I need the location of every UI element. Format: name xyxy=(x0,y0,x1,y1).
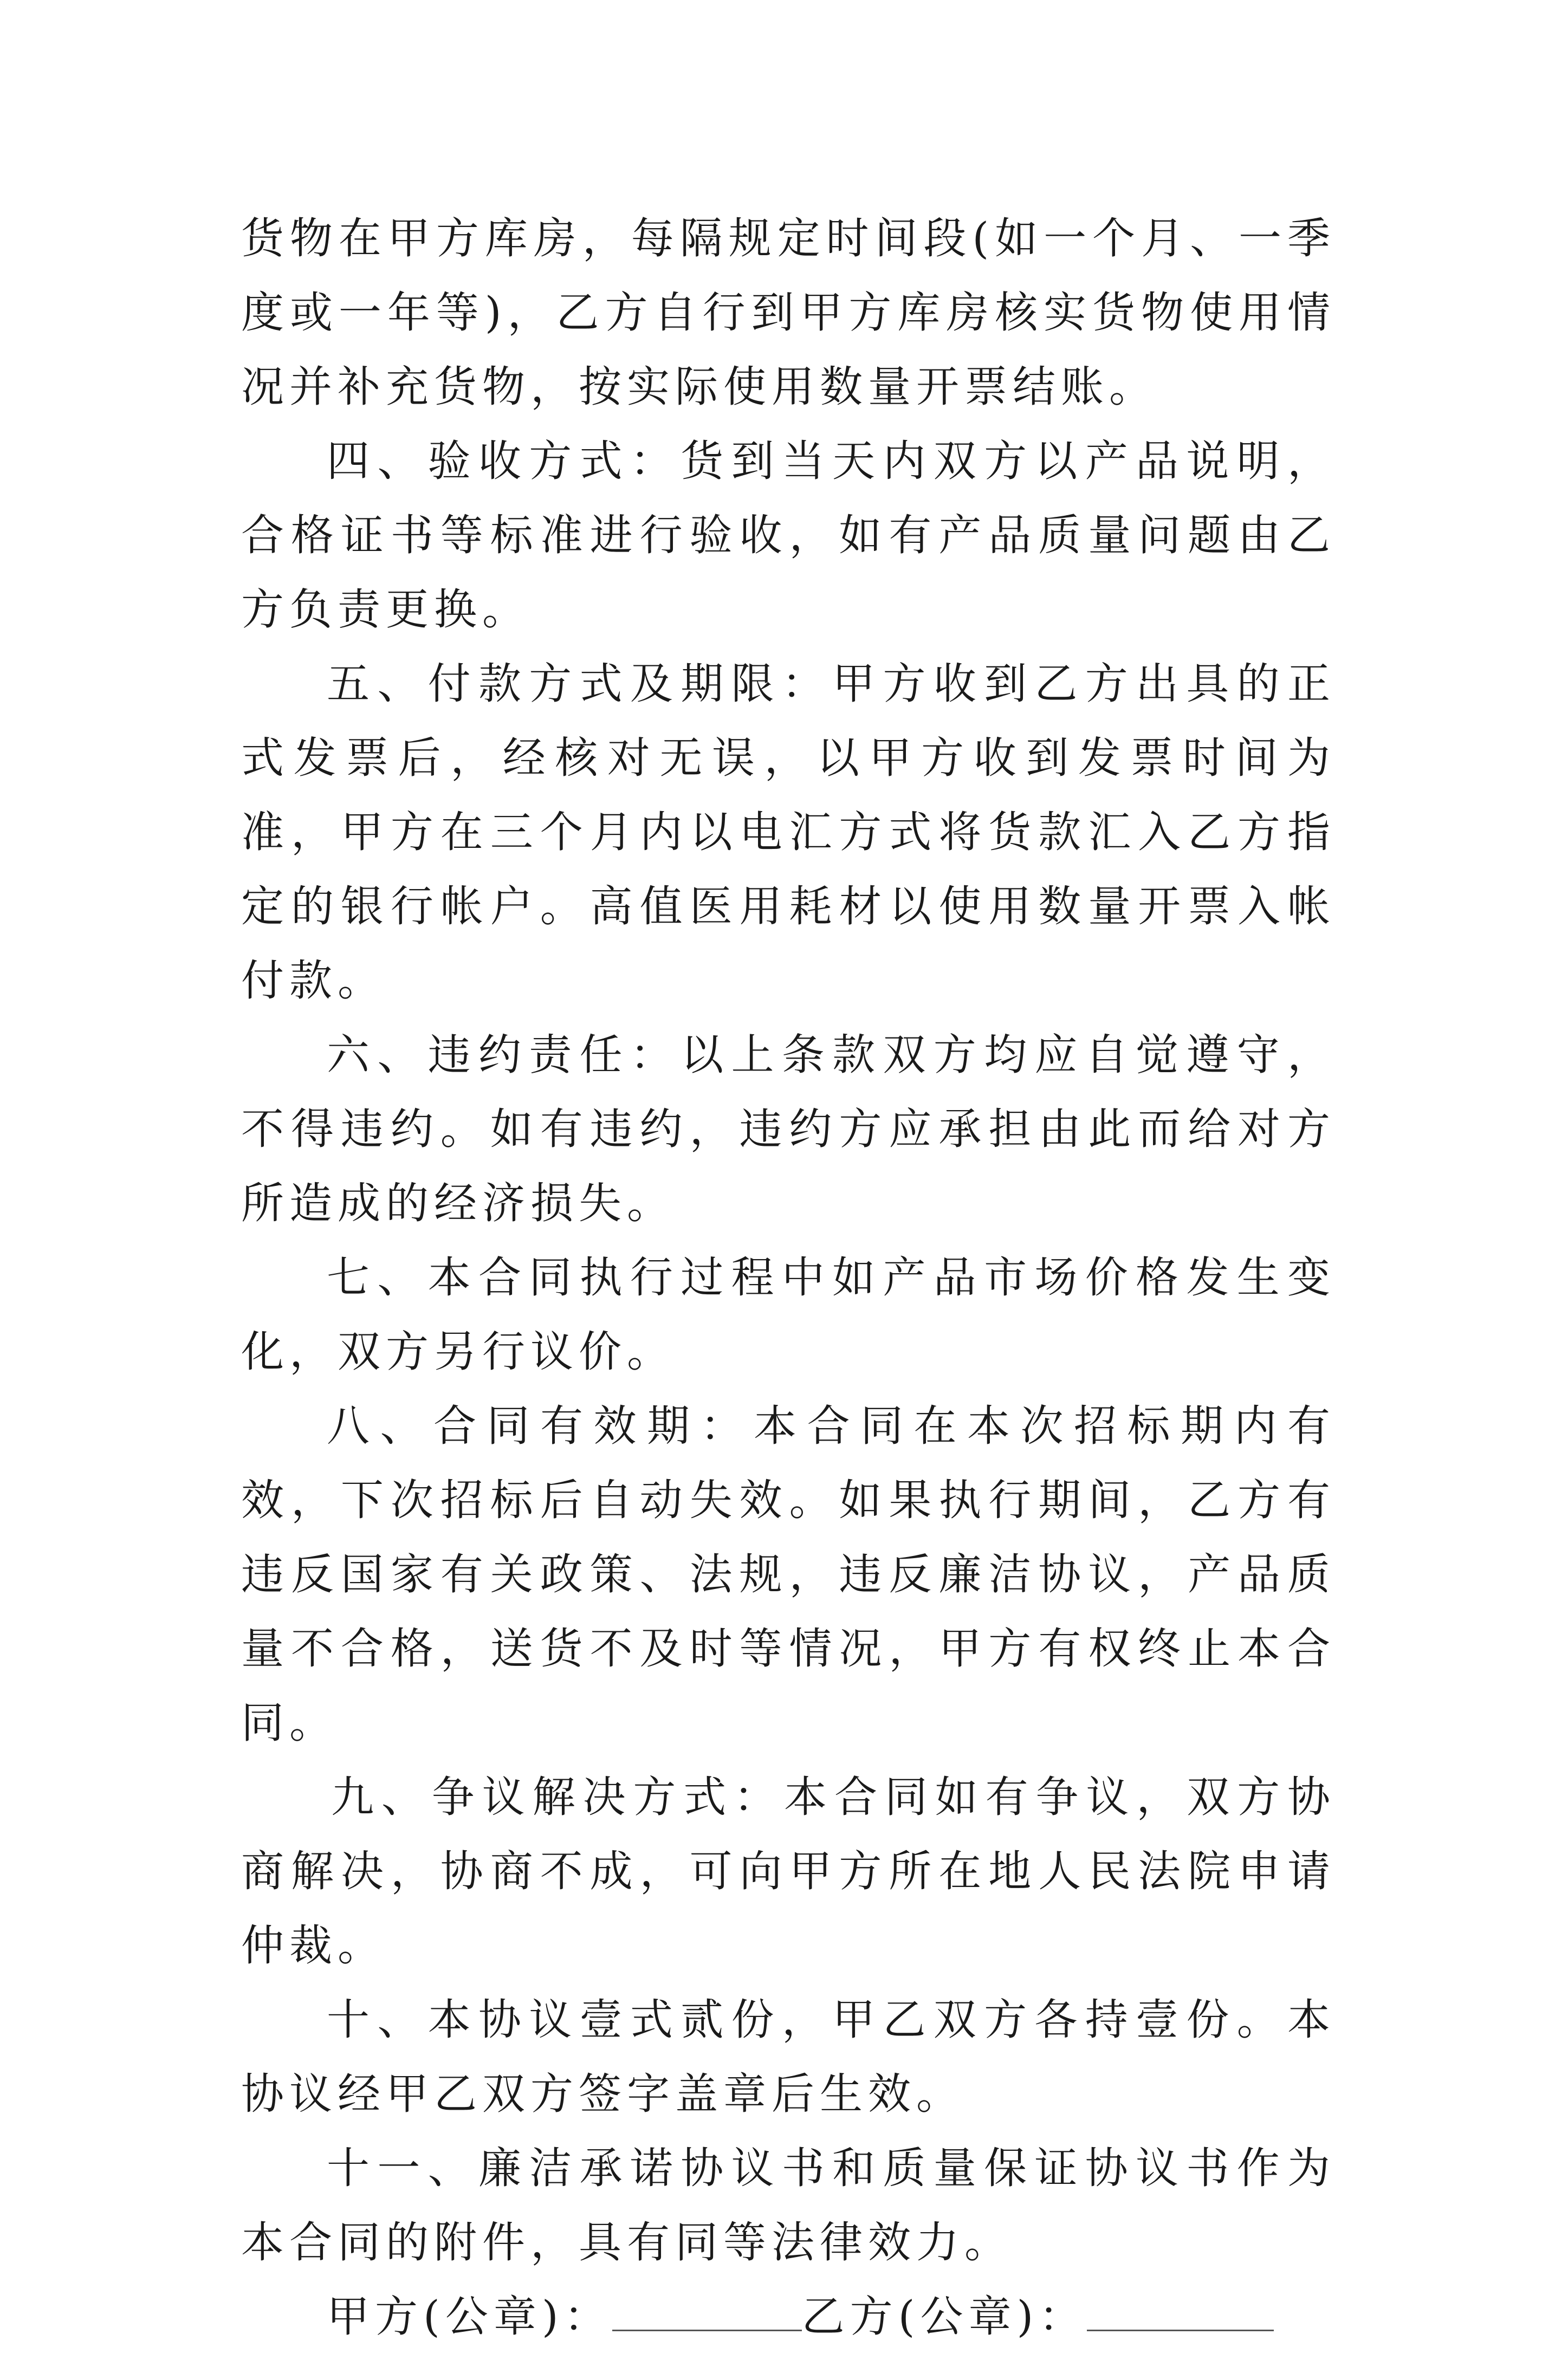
party-b-seal-label: 乙方(公章)： xyxy=(801,2292,1087,2342)
contract-body xyxy=(241,202,1336,2354)
paragraph-validity: 八、合同有效期：本合同在本次招标期内有效，下次招标后自动失效。如果执行期间，乙方有违反国家有关政策、法规，违反廉洁协议，产品质量不合格，送货不及时等情况，甲方有权终止本合同。 xyxy=(241,1401,1336,1748)
paragraph-breach: 六、违约责任：以上条款双方均应自觉遵守，不得违约。如有违约，违约方应承担由此而给对方所造成的经济损失。 xyxy=(241,1030,1336,1228)
party-a-seal-blank xyxy=(612,2297,802,2331)
party-a-seal-label: 甲方(公章)： xyxy=(327,2292,612,2342)
paragraph-payment: 五、付款方式及期限：甲方收到乙方出具的正式发票后，经核对无误，以甲方收到发票时间为准，甲方在三个月内以电汇方式将货款汇入乙方指定的银行帐户。高值医用耗材以使用数量开票入帐付款。 xyxy=(241,659,1336,1006)
party-b-seal-blank xyxy=(1087,2297,1274,2331)
paragraph-goods-stock: 货物在甲方库房，每隔规定时间段(如一个月、一季度或一年等)，乙方自行到甲方库房核实货物使用情况并补充货物，按实际使用数量开票结账。 xyxy=(241,213,1336,412)
paragraph-attachments: 十一、廉洁承诺协议书和质量保证协议书作为本合同的附件，具有同等法律效力。 xyxy=(241,2143,1336,2267)
paragraph-price-change: 七、本合同执行过程中如产品市场价格发生变化，双方另行议价。 xyxy=(241,1253,1336,1377)
paragraph-dispute: 九、争议解决方式：本合同如有争议，双方协商解决，协商不成，可向甲方所在地人民法院申请仲裁。 xyxy=(241,1772,1336,1970)
signature-line xyxy=(241,2280,1336,2354)
paragraph-copies: 十、本协议壹式贰份，甲乙双方各持壹份。本协议经甲乙双方签字盖章后生效。 xyxy=(241,1995,1336,2119)
paragraph-acceptance: 四、验收方式：货到当天内双方以产品说明，合格证书等标准进行验收，如有产品质量问题由乙方负责更换。 xyxy=(241,436,1336,634)
